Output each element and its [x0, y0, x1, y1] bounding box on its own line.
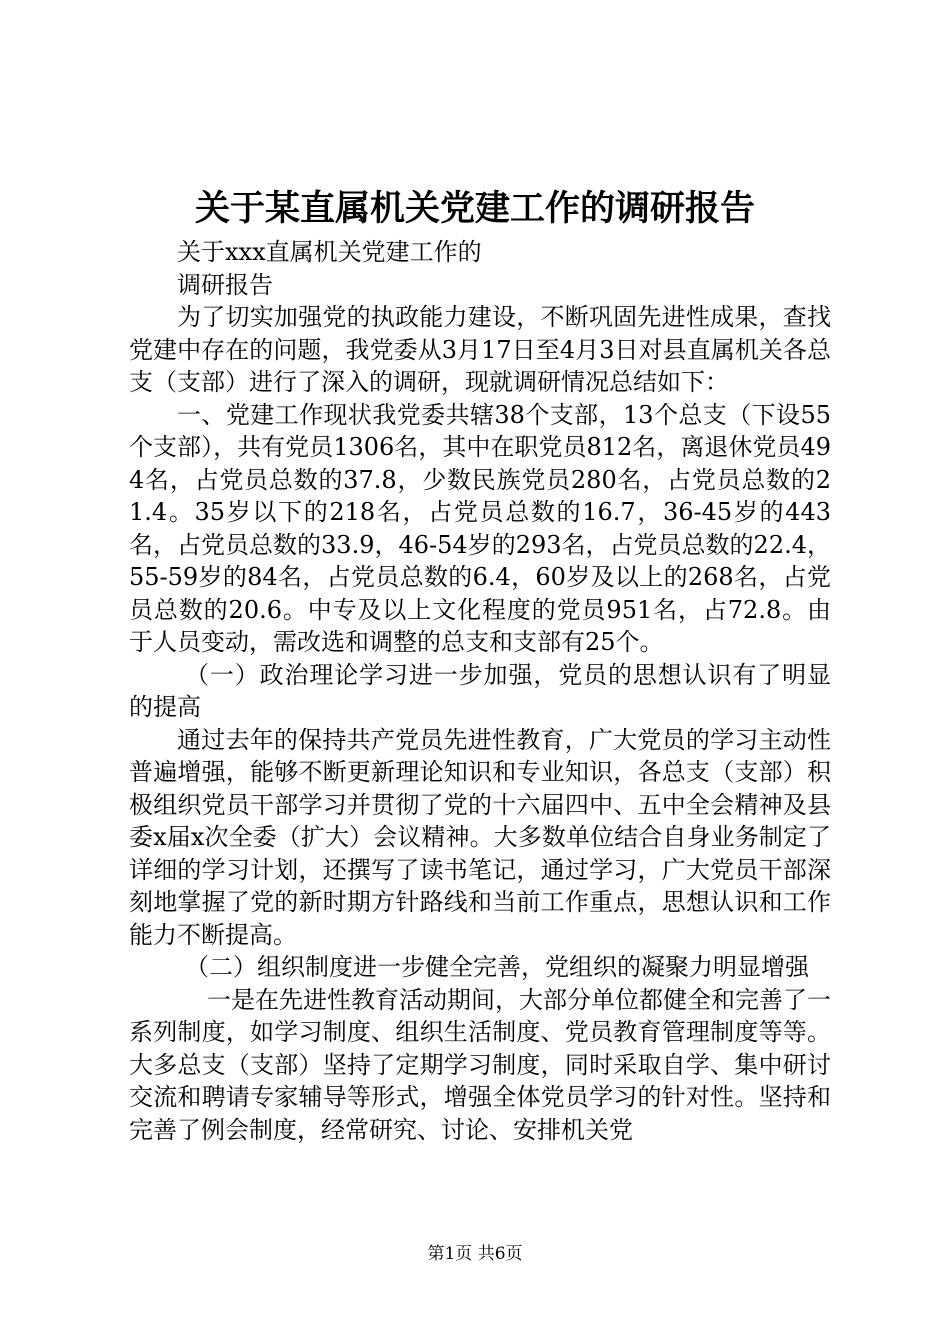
paragraph-subtitle-line1: 关于xxx直属机关党建工作的	[177, 238, 482, 266]
paragraph-system: 一是在先进性教育活动期间，大部分单位都健全和完善了一系列制度，如学习制度、组织生活制度、党员教育管理制度等等。大多总支（支部）坚持了定期学习制度，同时采取自学、集中研讨交流和聘请专家辅导等形式，增强全体党员学习的针对性。坚持和完善了例会制度，经常研究、讨论、安排机关党	[129, 985, 831, 1144]
paragraph-subheading-2: （二）组织制度进一步健全完善，党组织的凝聚力明显增强	[185, 953, 809, 981]
paragraph-intro: 为了切实加强党的执政能力建设，不断巩固先进性成果，查找党建中存在的问题，我党委从3月17日至4月3日对县直属机关各总支（支部）进行了深入的调研，现就调研情况总结如下：	[129, 303, 831, 396]
paragraph-section-1: 一、党建工作现状我党委共辖38个支部，13个总支（下设55个支部），共有党员1306名，其中在职党员812名，离退休党员494名，占党员总数的37.8，少数民族党员280名，占党员总数的21.4。35岁以下的218名，占党员总数的16.7，36-45岁的443名，占党员总数的33.9，46-54岁的293名，占党员总数的22.4，55-59岁的84名，占党员总数的6.4，60岁及以上的268名，占党员总数的20.6。中专及以上文化程度的党员951名，占72.8。由于人员变动，需改选和调整的总支和支部有25个。	[129, 400, 831, 656]
paragraph-study: 通过去年的保持共产党员先进性教育，广大党员的学习主动性普遍增强，能够不断更新理论知识和专业知识，各总支（支部）积极组织党员干部学习并贯彻了党的十六届四中、五中全会精神及县委x届x次全委（扩大）会议精神。大多数单位结合自身业务制定了详细的学习计划，还撰写了读书笔记，通过学习，广大党员干部深刻地掌握了党的新时期方针路线和当前工作重点，思想认识和工作能力不断提高。	[129, 725, 831, 949]
paragraph-subtitle-line2: 调研报告	[177, 270, 273, 299]
page-footer: 第1页 共6页	[427, 1244, 523, 1264]
paragraph-subheading-1: （一）政治理论学习进一步加强，党员的思想认识有了明显的提高	[129, 660, 831, 721]
document-title: 关于某直属机关党建工作的调研报告	[194, 188, 755, 229]
document-body	[129, 236, 831, 1146]
